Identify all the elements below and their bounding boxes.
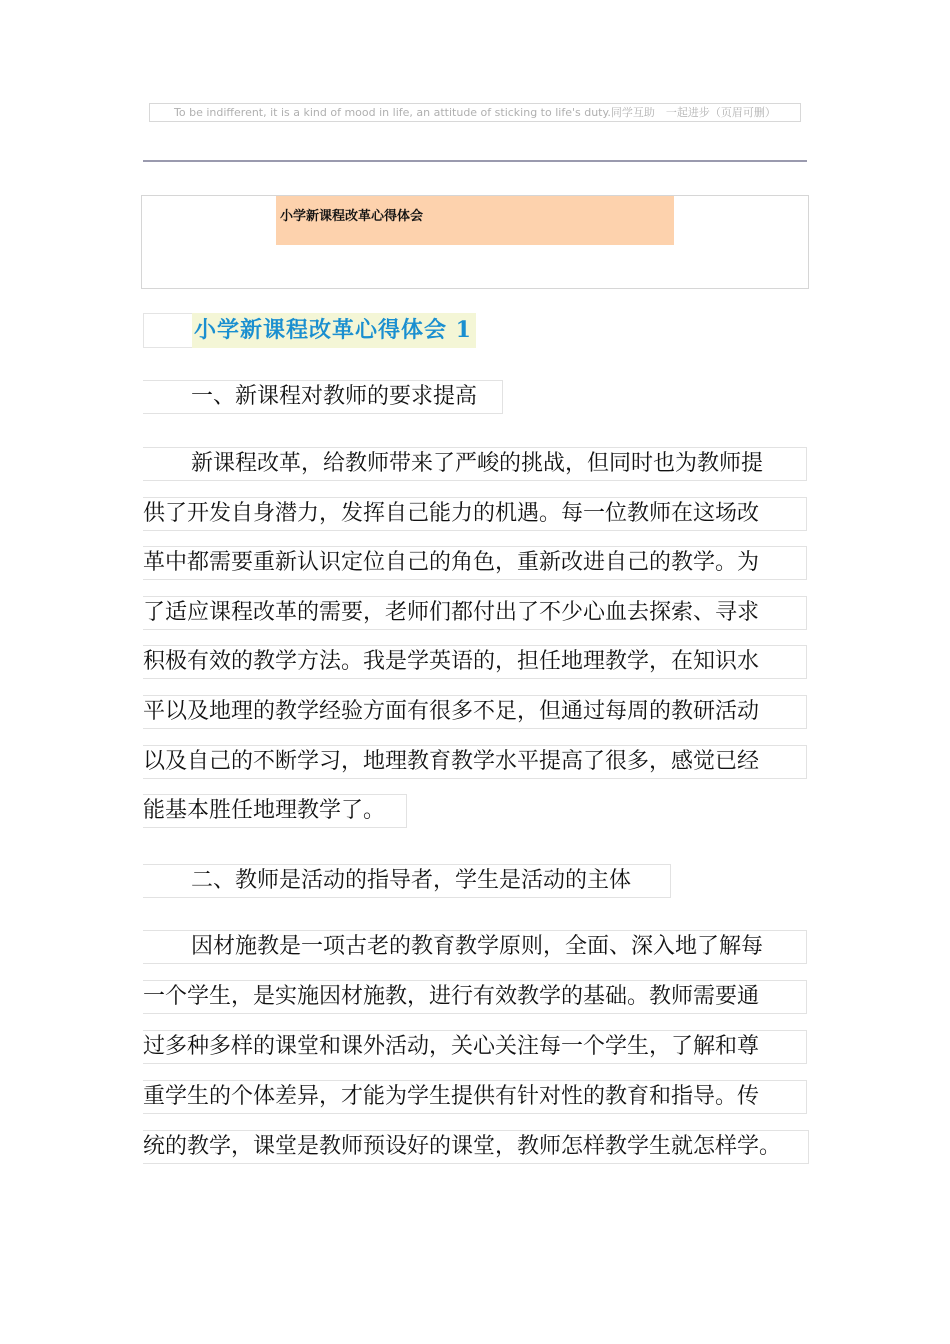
paragraph-line: 因材施教是一项古老的教育教学原则，全面、深入地了解每 bbox=[143, 930, 807, 964]
paragraph-line: 过多种多样的课堂和课外活动，关心关注每一个学生，了解和尊 bbox=[143, 1030, 807, 1064]
section-heading bbox=[143, 313, 475, 348]
paragraph-line: 重学生的个体差异，才能为学生提供有针对性的教育和指导。传 bbox=[143, 1080, 807, 1114]
paragraph-line: 一个学生，是实施因材施教，进行有效教学的基础。教师需要通 bbox=[143, 980, 807, 1014]
paragraph-line: 积极有效的教学方法。我是学英语的，担任地理教学，在知识水 bbox=[143, 645, 807, 679]
page-header-note: To be indifferent, it is a kind of mood in life, an attitude of sticking to life's duty.同学互助 一起进步（页眉可删） bbox=[149, 103, 801, 122]
subheading-2: 二、教师是活动的指导者，学生是活动的主体 bbox=[143, 864, 671, 898]
paragraph-line: 统的教学，课堂是教师预设好的课堂，教师怎样教学生就怎样学。 bbox=[143, 1130, 809, 1164]
document-title: 小学新课程改革心得体会 bbox=[280, 209, 424, 224]
header-divider bbox=[143, 160, 807, 162]
paragraph-line: 平以及地理的教学经验方面有很多不足，但通过每周的教研活动 bbox=[143, 695, 807, 729]
paragraph-line: 供了开发自身潜力，发挥自己能力的机遇。每一位教师在这场改 bbox=[143, 497, 807, 531]
subheading-1: 一、新课程对教师的要求提高 bbox=[143, 380, 503, 414]
paragraph-line: 革中都需要重新认识定位自己的角色，重新改进自己的教学。为 bbox=[143, 546, 807, 580]
paragraph-line: 以及自己的不断学习，地理教育教学水平提高了很多，感觉已经 bbox=[143, 745, 807, 779]
paragraph-line: 能基本胜任地理教学了。 bbox=[143, 794, 407, 828]
section-heading-text: 小学新课程改革心得体会 1 bbox=[194, 317, 472, 343]
paragraph-line: 新课程改革，给教师带来了严峻的挑战，但同时也为教师提 bbox=[143, 447, 807, 481]
paragraph-line: 了适应课程改革的需要，老师们都付出了不少心血去探索、寻求 bbox=[143, 596, 807, 630]
